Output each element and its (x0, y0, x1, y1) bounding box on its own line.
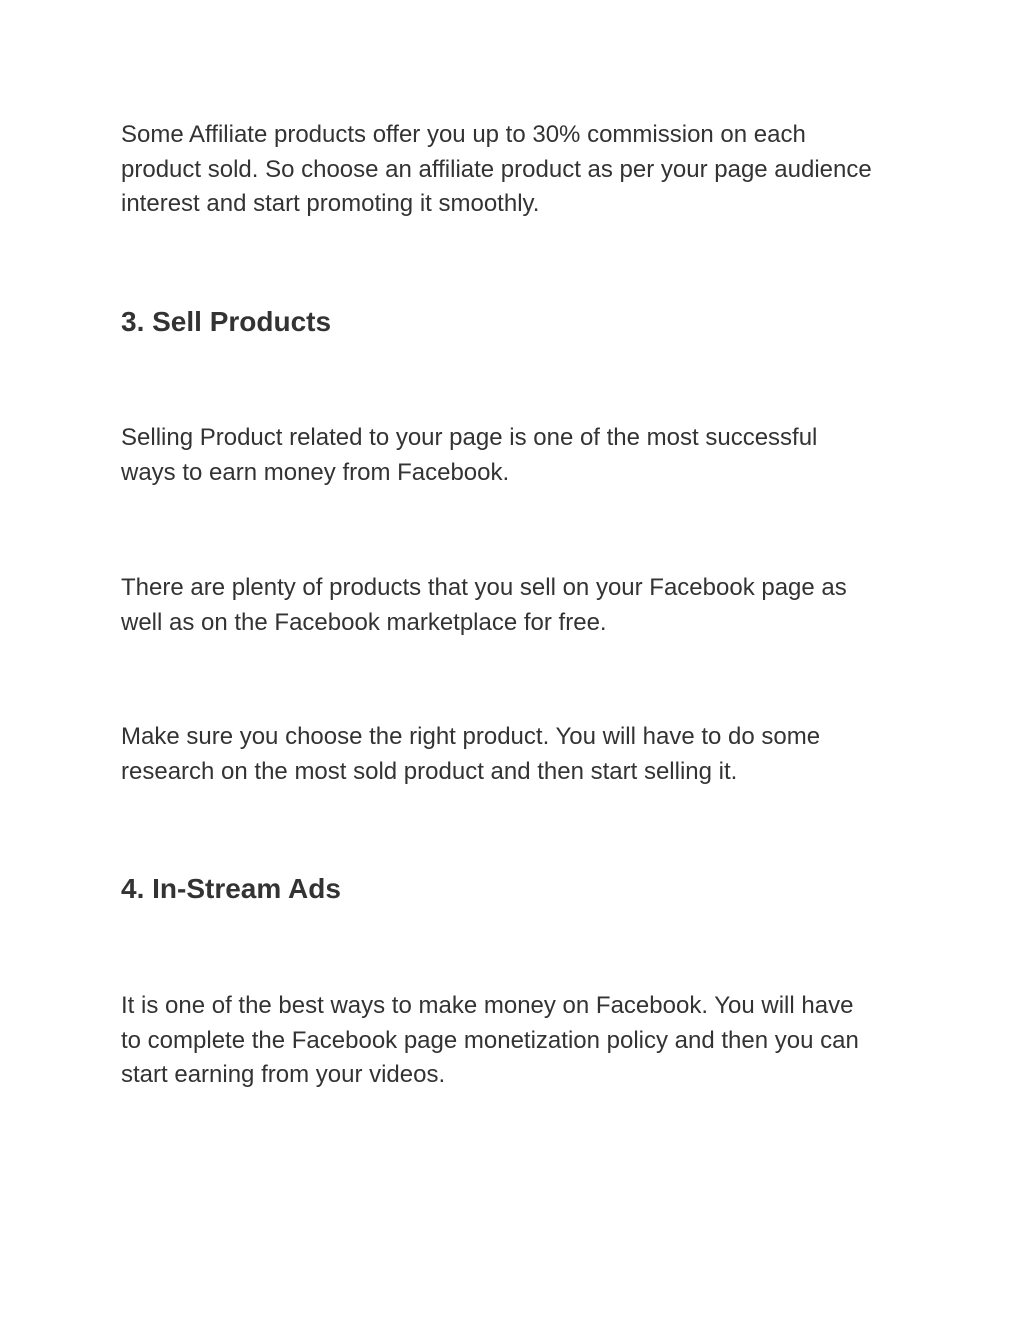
paragraph-selling-product: Selling Product related to your page is one of the most successful ways to earn money from Facebook. (121, 424, 818, 486)
paragraph-plenty-of-products: There are plenty of products that you sell on your Facebook page as well as on the Facebook marketplace for free. (121, 574, 847, 636)
section-heading-in-stream-ads: 4. In-Stream Ads (121, 873, 341, 904)
section-heading-sell-products: 3. Sell Products (121, 306, 332, 337)
paragraph-right-product: Make sure you choose the right product. You will have to do some research on the most sold product and then start selling it. (121, 723, 821, 785)
paragraph-affiliate-commission: Some Affiliate products offer you up to 30% commission on each product sold. So choose an affiliate product as per your page audience interest and start promoting it smoothly. (121, 121, 872, 218)
paragraph-in-stream-ads: It is one of the best ways to make money on Facebook. You will have to complete the Facebook page monetization policy and then you can start earning from your videos. (121, 992, 859, 1089)
